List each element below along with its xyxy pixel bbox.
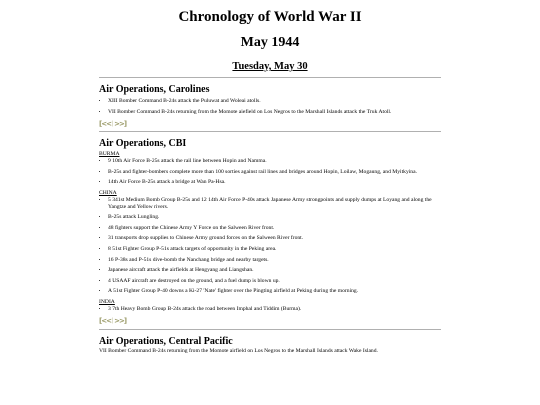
list-item: • 3 7th Heavy Bomb Group B-24s attack the road between Imphal and Tiddim (Burma). bbox=[108, 306, 441, 313]
list-item: • VII Bomber Command B-24s returning from the Momote aiefield on Los Negros to the Marshall Islands attack the Truk Atoll. bbox=[108, 109, 441, 116]
nav-separator: | bbox=[111, 318, 114, 324]
next-link[interactable]: >>] bbox=[114, 119, 127, 128]
region-heading-china: CHINA bbox=[99, 189, 117, 196]
section-nav bbox=[99, 317, 441, 326]
header-divider bbox=[99, 77, 441, 78]
item-list bbox=[99, 98, 441, 115]
list-item: • 16 P-38s and P-51s dive-bomb the Nanchang bridge and nearby targets. bbox=[108, 257, 441, 264]
section-carolines bbox=[99, 84, 441, 132]
nav-separator: | bbox=[111, 120, 114, 127]
section-divider bbox=[99, 329, 441, 330]
list-item: • 31 transports drop supplies to Chinese Army ground forces on the Salween River front. bbox=[108, 235, 441, 242]
list-item: • 4 USAAF aircraft are destroyed on the ground, and a fuel dump is blown up. bbox=[108, 278, 441, 285]
list-item: • 14th Air Force B-25s attack a bridge at Wan Pa-Hsa. bbox=[108, 179, 441, 186]
list-item: • 8 51st Fighter Group P-51s attack targets of opportunity in the Peking area. bbox=[108, 246, 441, 253]
section-title: Air Operations, CBI bbox=[99, 138, 187, 150]
content bbox=[99, 84, 441, 354]
previous-link[interactable]: [<< bbox=[99, 317, 111, 325]
next-link[interactable]: >>] bbox=[114, 317, 127, 325]
section-central-pacific bbox=[99, 336, 441, 355]
section-nav bbox=[99, 119, 441, 128]
item-list bbox=[99, 197, 441, 295]
section-title: Air Operations, Central Pacific bbox=[99, 335, 233, 347]
section-title: Air Operations, Carolines bbox=[99, 84, 210, 95]
page-title: Chronology of World War II bbox=[178, 9, 362, 25]
list-item: • XIII Bomber Command B-24s attack the Puluwat and Woleai atolls. bbox=[108, 98, 441, 105]
list-item: • Japanese aircraft attack the airfields at Hengyang and Liangshan. bbox=[108, 267, 441, 274]
item-list bbox=[99, 158, 441, 186]
section-text: VII Bomber Command B-24s returning from the Momote airfield on Los Negros to the Marshall Islands attack Wake Island. bbox=[99, 347, 378, 354]
section-divider bbox=[99, 131, 441, 132]
list-item: • 9 10th Air Force B-25s attack the rail line between Hopin and Namma. bbox=[108, 158, 441, 165]
region-heading-india: INDIA bbox=[99, 298, 115, 305]
list-item: • B-25s attack Lungling. bbox=[108, 214, 441, 221]
region-heading-burma: BURMA bbox=[99, 151, 120, 158]
previous-link[interactable]: [<< bbox=[99, 119, 111, 128]
section-cbi bbox=[99, 138, 441, 329]
list-item: • 48 fighters support the Chinese Army Y Force on the Salween River front. bbox=[108, 225, 441, 232]
page-subtitle: May 1944 bbox=[240, 35, 300, 50]
list-item: • B-25s and fighter-bombers complete more than 100 sorties against rail lines and bridges around Hopin, Loilaw, Mogaung, and Myitkyina. bbox=[108, 169, 441, 176]
page-date: Tuesday, May 30 bbox=[232, 61, 308, 72]
item-list bbox=[99, 306, 441, 313]
list-item: • A 51st Fighter Group P-40 downs a Ki-27 'Nate' fighter over the Pingting airfield at Peking during the morning. bbox=[108, 288, 441, 295]
list-item: • 5 341st Medium Bomb Group B-25s and 12 14th Air Force P-40s attack Japanese Army strongpoints and supply dumps at Loyang and along the Yangtze and Yellow rivers. bbox=[108, 197, 441, 210]
